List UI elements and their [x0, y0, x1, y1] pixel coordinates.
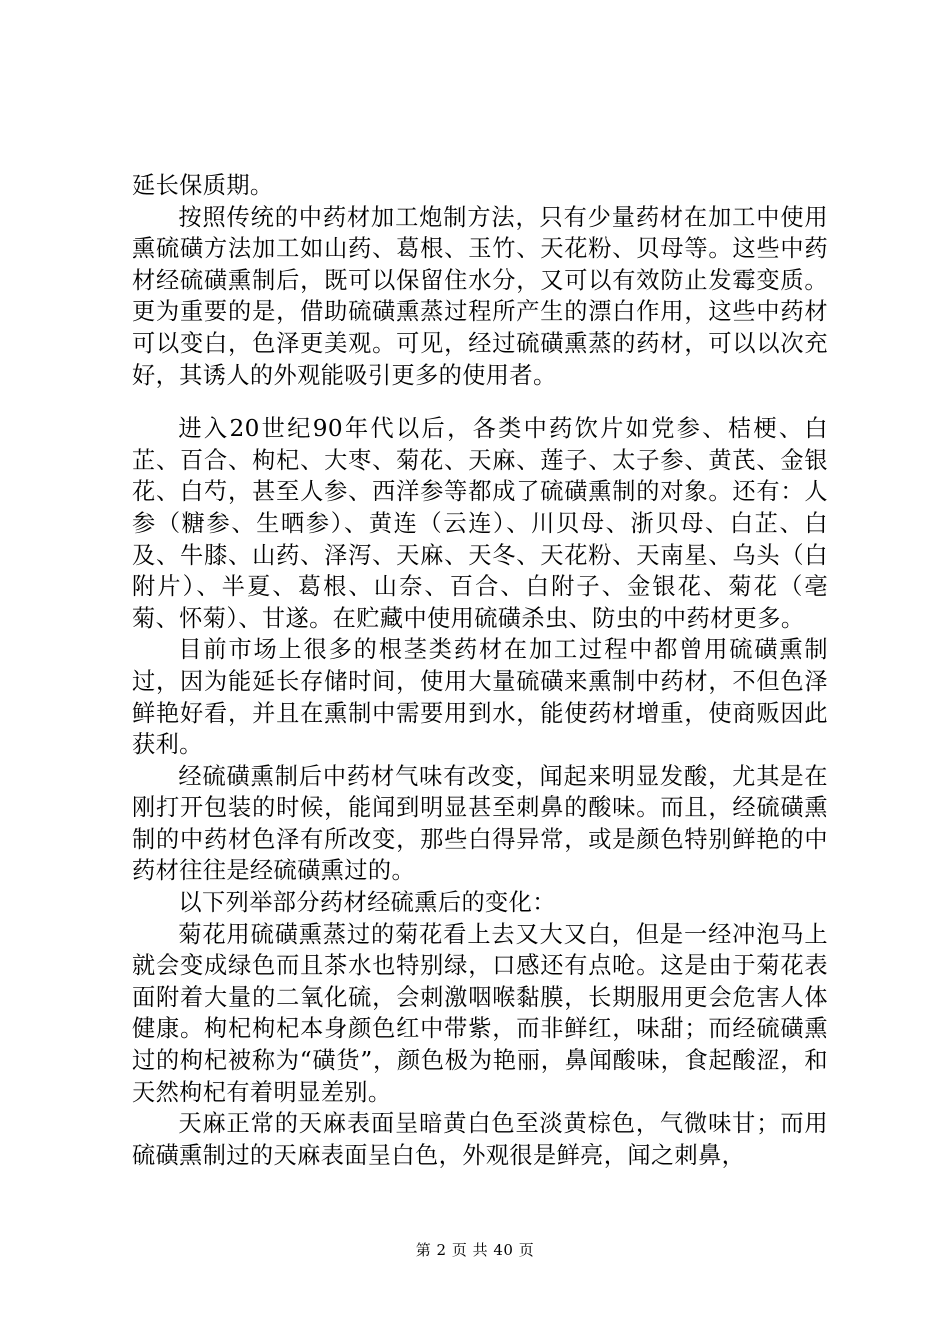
page-footer: 第 2 页 共 40 页 [415, 1241, 535, 1259]
paragraph-1990s-herbs: 进入20世纪90年代以后，各类中药饮片如党参、桔梗、白芷、百合、枸杞、大枣、菊花、天麻、莲子、太子参、黄芪、金银花、白芍，甚至人参、西洋参等都成了硫磺熏制的对象。还有：人参（糖参、生晒参）、黄连（云连）、川贝母、浙贝母、白芷、白及、牛膝、山药、泽泻、天麻、天冬、天花粉、天南星、乌头（白附片）、半夏、葛根、山奈、百合、白附子、金银花、菊花（亳菊、怀菊）、甘遂。在贮藏中使用硫磺杀虫、防虫的中药材更多。 [132, 415, 828, 632]
document-body [132, 170, 828, 1171]
paragraph-smell-color: 经硫磺熏制后中药材气味有改变，闻起来明显发酸，尤其是在刚打开包装的时候，能闻到明显甚至刺鼻的酸味。而且，经硫磺熏制的中药材色泽有所改变，那些白得异常，或是颜色特别鲜艳的中药材往往是经硫磺熏过的。 [132, 762, 828, 885]
paragraph-gastrodia: 天麻正常的天麻表面呈暗黄白色至淡黄棕色，气微味甘；而用硫磺熏制过的天麻表面呈白色，外观很是鲜亮，闻之刺鼻， [132, 1110, 828, 1169]
paragraph-market-rhizomes: 目前市场上很多的根茎类药材在加工过程中都曾用硫磺熏制过，因为能延长存储时间，使用大量硫磺来熏制中药材，不但色泽鲜艳好看，并且在熏制中需要用到水，能使药材增重，使商贩因此获利。 [132, 636, 828, 759]
paragraph-chrysanthemum-goji: 菊花用硫磺熏蒸过的菊花看上去又大又白，但是一经冲泡马上就会变成绿色而且茶水也特别绿，口感还有点呛。这是由于菊花表面附着大量的二氧化硫，会刺激咽喉黏膜，长期服用更会危害人体健康。枸杞枸杞本身颜色红中带紫，而非鲜红，味甜；而经硫磺熏过的枸杞被称为“磺货”，颜色极为艳丽，鼻闻酸味，食起酸涩，和天然枸杞有着明显差别。 [132, 920, 828, 1106]
paragraph-continuation: 延长保质期。 [132, 172, 274, 199]
paragraph-list-intro: 以下列举部分药材经硫熏后的变化： [178, 889, 556, 917]
paragraph-traditional-processing: 按照传统的中药材加工炮制方法，只有少量药材在加工中使用熏硫磺方法加工如山药、葛根、玉竹、天花粉、贝母等。这些中药材经硫磺熏制后，既可以保留住水分，又可以有效防止发霉变质。更为重要的是，借助硫磺熏蒸过程所产生的漂白作用，这些中药材可以变白，色泽更美观。可见，经过硫磺熏蒸的药材，可以以次充好，其诱人的外观能吸引更多的使用者。 [132, 203, 828, 389]
